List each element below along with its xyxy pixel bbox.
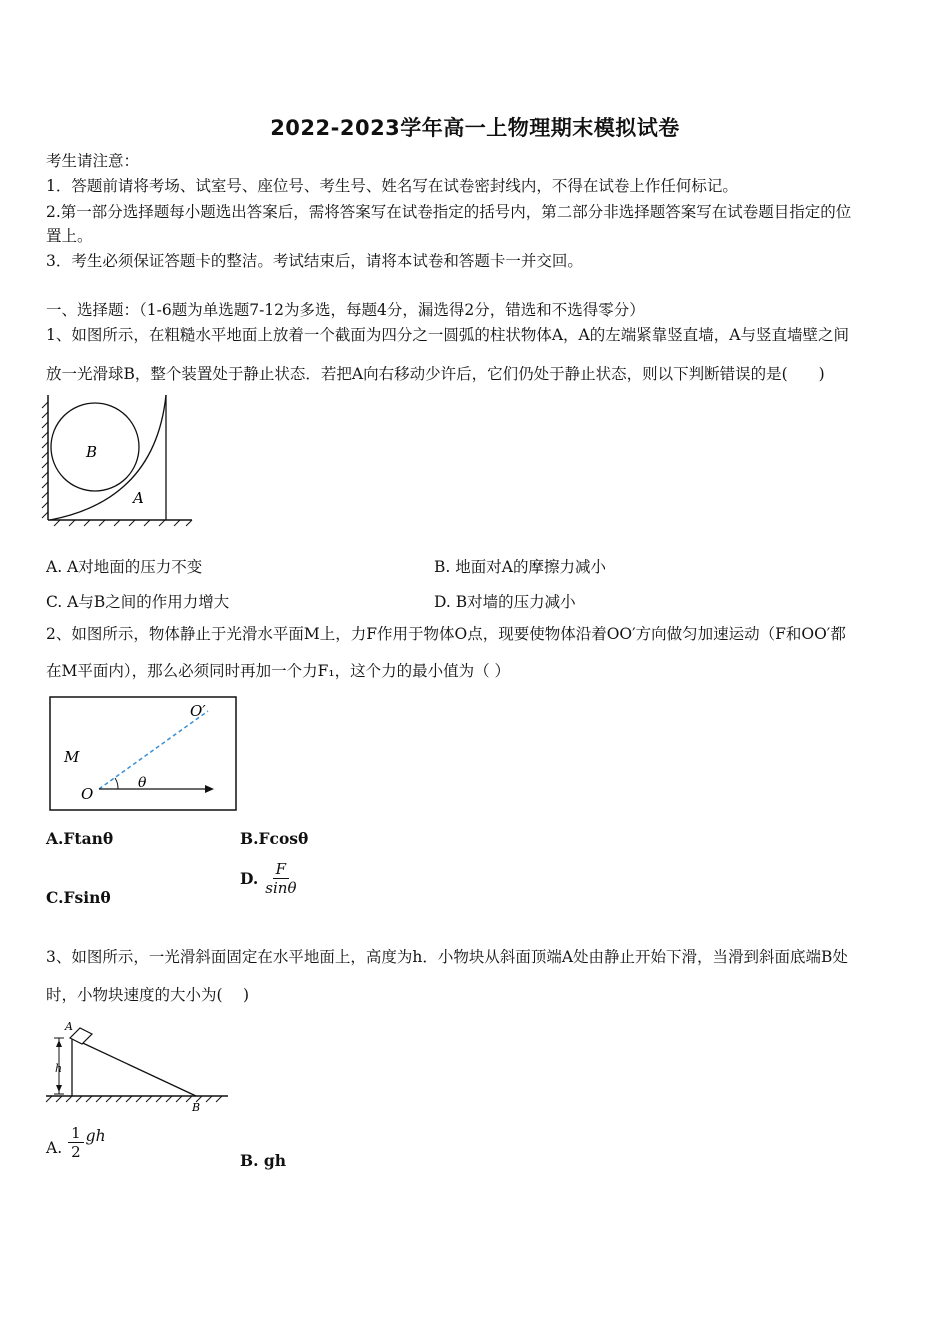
- section-heading: 一、选择题：（1-6题为单选题7-12为多选，每题4分，漏选得2分，错选和不选得零分）: [46, 301, 645, 319]
- question-3-text: 时，小物块速度的大小为( ): [46, 986, 250, 1004]
- question-3-figure: [44, 1016, 234, 1116]
- option-d-prefix: D.: [240, 869, 259, 888]
- option-a-prefix: A.: [46, 1139, 63, 1157]
- fraction: [68, 1124, 84, 1161]
- bottom-label: B: [192, 1101, 201, 1114]
- notice-item: 3．考生必须保证答题卡的整洁。考试结束后，请将本试卷和答题卡一并交回。: [46, 252, 583, 270]
- target-label: O′: [190, 702, 206, 720]
- fraction-numerator: F: [273, 860, 289, 879]
- block-label: A: [133, 489, 144, 507]
- origin-label: O: [81, 785, 94, 803]
- notice-item: 置上。: [46, 227, 93, 245]
- question-1-figure: [40, 390, 200, 530]
- option-d[interactable]: [240, 860, 299, 897]
- fraction-denominator: 2: [71, 1143, 81, 1161]
- angle-label: θ: [138, 775, 147, 791]
- fraction-denominator: sinθ: [265, 879, 297, 897]
- option-a[interactable]: [46, 1124, 106, 1161]
- question-1-text: 放一光滑球B，整个装置处于静止状态．若把A向右移动少许后，它们仍处于静止状态，则以下判断错误的是( ): [46, 365, 825, 383]
- option-a-suffix: gh: [85, 1127, 106, 1145]
- notice-item: 1．答题前请将考场、试室号、座位号、考生号、姓名写在试卷密封线内，不得在试卷上作任何标记。: [46, 177, 738, 195]
- option-d[interactable]: D. B对墙的压力减小: [434, 593, 576, 611]
- page-title: 2022-2023学年高一上物理期末模拟试卷: [270, 116, 680, 140]
- question-2-text: 在M平面内），那么必须同时再加一个力F₁，这个力的最小值为（ ）: [46, 662, 511, 680]
- question-1-text: 1、如图所示，在粗糙水平地面上放着一个截面为四分之一圆弧的柱状物体A，A的左端紧靠竖直墙，A与竖直墙壁之间: [46, 326, 849, 344]
- question-2-figure: [48, 695, 240, 813]
- notice-heading: 考生请注意：: [46, 152, 140, 170]
- notice-item: 2.第一部分选择题每小题选出答案后，需将答案写在试卷指定的括号内，第二部分非选择题答案写在试卷题目指定的位: [46, 203, 852, 221]
- option-b[interactable]: B. gh: [240, 1151, 287, 1170]
- question-3-text: 3、如图所示，一光滑斜面固定在水平地面上，高度为h．小物块从斜面顶端A处由静止开始下滑，当滑到斜面底端B处: [46, 948, 848, 966]
- option-b[interactable]: B. 地面对A的摩擦力减小: [434, 558, 606, 576]
- option-a[interactable]: A.Ftanθ: [46, 829, 114, 848]
- top-label: A: [65, 1020, 73, 1033]
- option-a[interactable]: A. A对地面的压力不变: [46, 558, 203, 576]
- height-label: h: [55, 1062, 63, 1075]
- fraction-numerator: 1: [68, 1124, 84, 1143]
- question-2-text: 2、如图所示，物体静止于光滑水平面M上，力F作用于物体O点，现要使物体沿着OO′方向做匀加速运动（F和OO′都: [46, 625, 846, 643]
- fraction: [262, 860, 299, 897]
- plane-label: M: [64, 748, 80, 766]
- option-c[interactable]: C.Fsinθ: [46, 888, 111, 907]
- option-c[interactable]: C. A与B之间的作用力增大: [46, 593, 230, 611]
- ball-label: B: [86, 443, 98, 461]
- option-b[interactable]: B.Fcosθ: [240, 829, 309, 848]
